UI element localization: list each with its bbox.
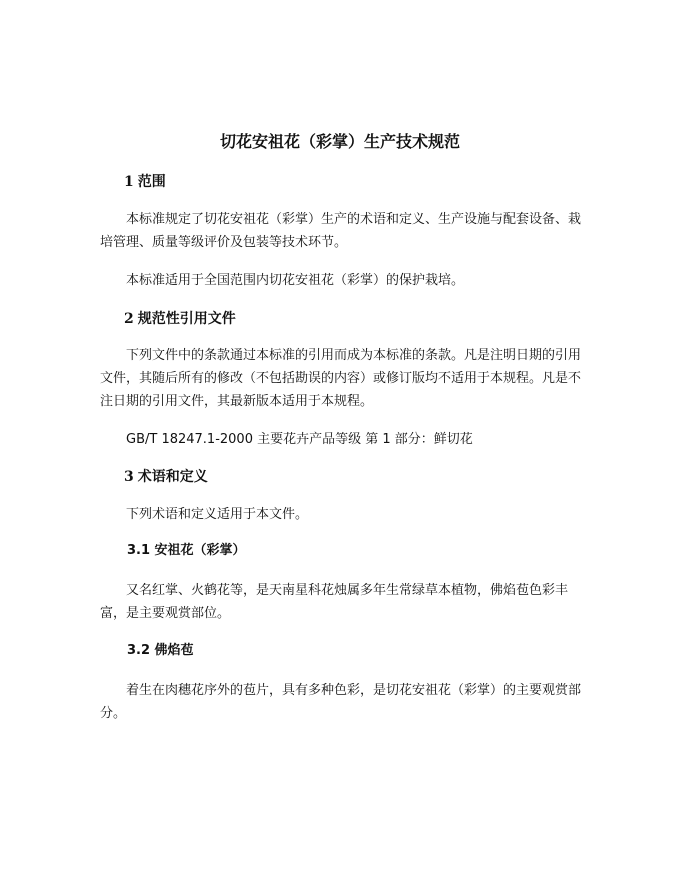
section-number: 1: [124, 174, 134, 190]
section-heading-text: 规范性引用文件: [137, 311, 236, 327]
section-heading-terms-definitions: [124, 467, 208, 487]
paragraph-references-intro: 下列文件中的条款通过本标准的引用而成为本标准的条款。凡是注明日期的引用文件，其随后所有的修改（不包括勘误的内容）或修订版均不适用于本规程。凡是不注日期的引用文件，其最新版本适用于本规程。: [100, 348, 582, 409]
section-number: 2: [124, 311, 134, 327]
document-title: 切花安祖花（彩掌）生产技术规范: [219, 132, 460, 151]
section-heading-scope: [124, 172, 166, 192]
section-number: 3: [124, 469, 134, 485]
section-heading-text: 术语和定义: [137, 469, 208, 485]
section-heading-normative-references: [124, 309, 236, 329]
paragraph-spathe-definition: 着生在肉穗花序外的苞片，具有多种色彩，是切花安祖花（彩掌）的主要观赏部分。: [100, 683, 582, 721]
paragraph-terms-intro: 下列术语和定义适用于本文件。: [126, 507, 309, 522]
subsection-heading-spathe: 3.2 佛焰苞: [127, 643, 194, 658]
paragraph-scope-applicability: 本标准适用于全国范围内切花安祖花（彩掌）的保护栽培。: [126, 273, 465, 288]
paragraph-anthurium-definition: 又名红掌、火鹤花等，是天南星科花烛属多年生常绿草本植物，佛焰苞色彩丰富，是主要观赏部位。: [100, 583, 569, 621]
paragraph-scope-definition: 本标准规定了切花安祖花（彩掌）生产的术语和定义、生产设施与配套设备、栽培管理、质量等级评价及包装等技术环节。: [100, 212, 582, 250]
paragraph-reference-standard: GB/T 18247.1-2000 主要花卉产品等级 第 1 部分：鲜切花: [126, 432, 473, 447]
section-heading-text: 范围: [137, 174, 166, 190]
subsection-heading-anthurium: 3.1 安祖花（彩掌）: [127, 543, 246, 558]
